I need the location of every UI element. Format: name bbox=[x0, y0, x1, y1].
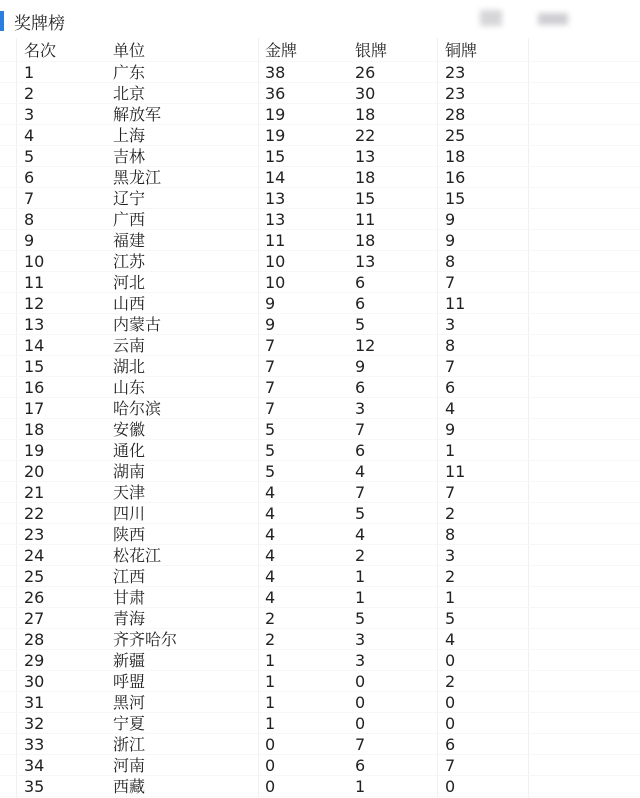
table-row bbox=[0, 377, 640, 398]
table-row bbox=[0, 713, 640, 734]
gold-cell: 4 bbox=[265, 546, 276, 565]
unit-cell: 呼盟 bbox=[113, 672, 146, 691]
silver-cell: 2 bbox=[355, 546, 366, 565]
rank-cell: 25 bbox=[24, 567, 45, 586]
bronze-cell: 3 bbox=[445, 315, 456, 334]
bronze-cell: 16 bbox=[445, 168, 466, 187]
bronze-cell: 6 bbox=[445, 735, 456, 754]
gold-cell: 10 bbox=[265, 252, 286, 271]
silver-cell: 6 bbox=[355, 378, 366, 397]
rank-cell: 10 bbox=[24, 252, 45, 271]
gold-cell: 5 bbox=[265, 420, 276, 439]
rank-cell: 20 bbox=[24, 462, 45, 481]
silver-cell: 9 bbox=[355, 357, 366, 376]
table-row bbox=[0, 62, 640, 83]
silver-cell: 6 bbox=[355, 294, 366, 313]
rank-cell: 23 bbox=[24, 525, 45, 544]
header-bronze: 铜牌 bbox=[445, 41, 478, 60]
bronze-cell: 11 bbox=[445, 462, 466, 481]
bronze-cell: 11 bbox=[445, 294, 466, 313]
unit-cell: 浙江 bbox=[113, 735, 146, 754]
gold-cell: 36 bbox=[265, 84, 286, 103]
rank-cell: 21 bbox=[24, 483, 45, 502]
bronze-cell: 18 bbox=[445, 147, 466, 166]
gold-cell: 1 bbox=[265, 693, 276, 712]
silver-cell: 3 bbox=[355, 651, 366, 670]
unit-cell: 宁夏 bbox=[113, 714, 146, 733]
rank-cell: 29 bbox=[24, 651, 45, 670]
unit-cell: 湖北 bbox=[113, 357, 146, 376]
gold-cell: 0 bbox=[265, 756, 276, 775]
medal-table bbox=[0, 40, 640, 797]
gold-cell: 7 bbox=[265, 336, 276, 355]
bronze-cell: 7 bbox=[445, 756, 456, 775]
unit-cell: 云南 bbox=[113, 336, 146, 355]
silver-cell: 3 bbox=[355, 630, 366, 649]
silver-cell: 0 bbox=[355, 693, 366, 712]
gold-cell: 15 bbox=[265, 147, 286, 166]
rank-cell: 32 bbox=[24, 714, 45, 733]
rank-cell: 30 bbox=[24, 672, 45, 691]
silver-cell: 7 bbox=[355, 420, 366, 439]
unit-cell: 西藏 bbox=[113, 777, 146, 796]
bronze-cell: 8 bbox=[445, 525, 456, 544]
bronze-cell: 15 bbox=[445, 189, 466, 208]
table-row bbox=[0, 482, 640, 503]
table-row bbox=[0, 566, 640, 587]
rank-cell: 6 bbox=[24, 168, 35, 187]
bronze-cell: 25 bbox=[445, 126, 466, 145]
table-row bbox=[0, 146, 640, 167]
rank-cell: 7 bbox=[24, 189, 35, 208]
rank-cell: 35 bbox=[24, 777, 45, 796]
bronze-cell: 28 bbox=[445, 105, 466, 124]
rank-cell: 13 bbox=[24, 315, 45, 334]
bronze-cell: 7 bbox=[445, 273, 456, 292]
silver-cell: 7 bbox=[355, 483, 366, 502]
bronze-cell: 9 bbox=[445, 231, 456, 250]
silver-cell: 26 bbox=[355, 63, 376, 82]
table-row bbox=[0, 587, 640, 608]
table-row bbox=[0, 125, 640, 146]
silver-cell: 5 bbox=[355, 609, 366, 628]
table-row bbox=[0, 503, 640, 524]
table-row bbox=[0, 293, 640, 314]
table-row bbox=[0, 755, 640, 776]
page-title: 奖牌榜 bbox=[14, 14, 65, 34]
bronze-cell: 23 bbox=[445, 84, 466, 103]
table-row bbox=[0, 230, 640, 251]
gold-cell: 4 bbox=[265, 588, 276, 607]
table-row bbox=[0, 692, 640, 713]
unit-cell: 齐齐哈尔 bbox=[113, 630, 178, 649]
gold-cell: 0 bbox=[265, 777, 276, 796]
table-row bbox=[0, 251, 640, 272]
rank-cell: 22 bbox=[24, 504, 45, 523]
bronze-cell: 2 bbox=[445, 567, 456, 586]
unit-cell: 江苏 bbox=[113, 252, 146, 271]
gold-cell: 19 bbox=[265, 105, 286, 124]
gold-cell: 4 bbox=[265, 504, 276, 523]
silver-cell: 18 bbox=[355, 231, 376, 250]
unit-cell: 内蒙古 bbox=[113, 315, 162, 334]
unit-cell: 河北 bbox=[113, 273, 146, 292]
unit-cell: 北京 bbox=[113, 84, 146, 103]
bronze-cell: 7 bbox=[445, 357, 456, 376]
gold-cell: 2 bbox=[265, 630, 276, 649]
rank-cell: 31 bbox=[24, 693, 45, 712]
silver-cell: 1 bbox=[355, 588, 366, 607]
rank-cell: 5 bbox=[24, 147, 35, 166]
table-row bbox=[0, 83, 640, 104]
unit-cell: 四川 bbox=[113, 504, 146, 523]
table-body bbox=[0, 62, 640, 797]
unit-cell: 江西 bbox=[113, 567, 146, 586]
rank-cell: 24 bbox=[24, 546, 45, 565]
gold-cell: 10 bbox=[265, 273, 286, 292]
bronze-cell: 9 bbox=[445, 210, 456, 229]
gold-cell: 7 bbox=[265, 399, 276, 418]
table-row bbox=[0, 188, 640, 209]
silver-cell: 6 bbox=[355, 756, 366, 775]
unit-cell: 甘肃 bbox=[113, 588, 146, 607]
silver-cell: 12 bbox=[355, 336, 376, 355]
silver-cell: 1 bbox=[355, 777, 366, 796]
rank-cell: 28 bbox=[24, 630, 45, 649]
unit-cell: 安徽 bbox=[113, 420, 146, 439]
gold-cell: 7 bbox=[265, 357, 276, 376]
gold-cell: 11 bbox=[265, 231, 286, 250]
gold-cell: 7 bbox=[265, 378, 276, 397]
bronze-cell: 0 bbox=[445, 777, 456, 796]
bronze-cell: 0 bbox=[445, 651, 456, 670]
table-row bbox=[0, 671, 640, 692]
bronze-cell: 9 bbox=[445, 420, 456, 439]
header-rank: 名次 bbox=[24, 41, 57, 60]
silver-cell: 18 bbox=[355, 168, 376, 187]
rank-cell: 11 bbox=[24, 273, 45, 292]
unit-cell: 解放军 bbox=[113, 105, 162, 124]
gold-cell: 5 bbox=[265, 441, 276, 460]
unit-cell: 山西 bbox=[113, 294, 146, 313]
bronze-cell: 2 bbox=[445, 672, 456, 691]
table-row bbox=[0, 272, 640, 293]
bronze-cell: 0 bbox=[445, 714, 456, 733]
table-row bbox=[0, 104, 640, 125]
unit-cell: 松花江 bbox=[113, 546, 162, 565]
silver-cell: 3 bbox=[355, 399, 366, 418]
gold-cell: 9 bbox=[265, 294, 276, 313]
gold-cell: 38 bbox=[265, 63, 286, 82]
section-accent-bar bbox=[0, 11, 4, 31]
silver-cell: 5 bbox=[355, 504, 366, 523]
rank-cell: 17 bbox=[24, 399, 45, 418]
silver-cell: 11 bbox=[355, 210, 376, 229]
bronze-cell: 2 bbox=[445, 504, 456, 523]
silver-cell: 22 bbox=[355, 126, 376, 145]
unit-cell: 黑龙江 bbox=[113, 168, 162, 187]
rank-cell: 4 bbox=[24, 126, 35, 145]
bronze-cell: 6 bbox=[445, 378, 456, 397]
table-row bbox=[0, 314, 640, 335]
gold-cell: 14 bbox=[265, 168, 286, 187]
bronze-cell: 1 bbox=[445, 588, 456, 607]
gold-cell: 13 bbox=[265, 189, 286, 208]
unit-cell: 青海 bbox=[113, 609, 146, 628]
rank-cell: 1 bbox=[24, 63, 35, 82]
silver-cell: 13 bbox=[355, 252, 376, 271]
unit-cell: 广东 bbox=[113, 63, 146, 82]
unit-cell: 新疆 bbox=[113, 651, 146, 670]
table-row bbox=[0, 356, 640, 377]
rank-cell: 27 bbox=[24, 609, 45, 628]
gold-cell: 1 bbox=[265, 714, 276, 733]
silver-cell: 30 bbox=[355, 84, 376, 103]
gold-cell: 1 bbox=[265, 672, 276, 691]
table-row bbox=[0, 398, 640, 419]
silver-cell: 15 bbox=[355, 189, 376, 208]
unit-cell: 黑河 bbox=[113, 693, 146, 712]
table-row bbox=[0, 440, 640, 461]
rank-cell: 18 bbox=[24, 420, 45, 439]
rank-cell: 9 bbox=[24, 231, 35, 250]
rank-cell: 33 bbox=[24, 735, 45, 754]
unit-cell: 湖南 bbox=[113, 462, 146, 481]
table-row bbox=[0, 419, 640, 440]
table-row bbox=[0, 524, 640, 545]
gold-cell: 13 bbox=[265, 210, 286, 229]
unit-cell: 通化 bbox=[113, 441, 146, 460]
silver-cell: 4 bbox=[355, 525, 366, 544]
bronze-cell: 3 bbox=[445, 546, 456, 565]
silver-cell: 1 bbox=[355, 567, 366, 586]
gold-cell: 4 bbox=[265, 525, 276, 544]
rank-cell: 15 bbox=[24, 357, 45, 376]
silver-cell: 7 bbox=[355, 735, 366, 754]
rank-cell: 3 bbox=[24, 105, 35, 124]
silver-cell: 18 bbox=[355, 105, 376, 124]
unit-cell: 吉林 bbox=[113, 147, 146, 166]
gold-cell: 1 bbox=[265, 651, 276, 670]
table-row bbox=[0, 335, 640, 356]
header-silver: 银牌 bbox=[355, 41, 388, 60]
unit-cell: 广西 bbox=[113, 210, 146, 229]
bronze-cell: 4 bbox=[445, 399, 456, 418]
bronze-cell: 8 bbox=[445, 252, 456, 271]
table-row bbox=[0, 209, 640, 230]
table-row bbox=[0, 167, 640, 188]
table-header bbox=[0, 40, 640, 62]
silver-cell: 6 bbox=[355, 441, 366, 460]
blurred-image bbox=[480, 10, 502, 26]
silver-cell: 5 bbox=[355, 315, 366, 334]
bronze-cell: 23 bbox=[445, 63, 466, 82]
unit-cell: 福建 bbox=[113, 231, 146, 250]
silver-cell: 6 bbox=[355, 273, 366, 292]
rank-cell: 14 bbox=[24, 336, 45, 355]
gold-cell: 5 bbox=[265, 462, 276, 481]
bronze-cell: 5 bbox=[445, 609, 456, 628]
rank-cell: 26 bbox=[24, 588, 45, 607]
rank-cell: 12 bbox=[24, 294, 45, 313]
unit-cell: 上海 bbox=[113, 126, 146, 145]
silver-cell: 4 bbox=[355, 462, 366, 481]
rank-cell: 16 bbox=[24, 378, 45, 397]
bronze-cell: 1 bbox=[445, 441, 456, 460]
bronze-cell: 0 bbox=[445, 693, 456, 712]
gold-cell: 19 bbox=[265, 126, 286, 145]
unit-cell: 陕西 bbox=[113, 525, 146, 544]
table-row bbox=[0, 461, 640, 482]
gold-cell: 4 bbox=[265, 483, 276, 502]
silver-cell: 13 bbox=[355, 147, 376, 166]
unit-cell: 河南 bbox=[113, 756, 146, 775]
bronze-cell: 8 bbox=[445, 336, 456, 355]
table-row bbox=[0, 650, 640, 671]
table-row bbox=[0, 629, 640, 650]
blurred-image bbox=[538, 13, 568, 25]
rank-cell: 34 bbox=[24, 756, 45, 775]
unit-cell: 辽宁 bbox=[113, 189, 146, 208]
table-row bbox=[0, 608, 640, 629]
gold-cell: 2 bbox=[265, 609, 276, 628]
rank-cell: 8 bbox=[24, 210, 35, 229]
silver-cell: 0 bbox=[355, 714, 366, 733]
header-gold: 金牌 bbox=[265, 41, 298, 60]
gold-cell: 4 bbox=[265, 567, 276, 586]
gold-cell: 0 bbox=[265, 735, 276, 754]
silver-cell: 0 bbox=[355, 672, 366, 691]
rank-cell: 19 bbox=[24, 441, 45, 460]
gold-cell: 9 bbox=[265, 315, 276, 334]
unit-cell: 天津 bbox=[113, 483, 146, 502]
rank-cell: 2 bbox=[24, 84, 35, 103]
unit-cell: 山东 bbox=[113, 378, 146, 397]
table-row bbox=[0, 734, 640, 755]
bronze-cell: 7 bbox=[445, 483, 456, 502]
unit-cell: 哈尔滨 bbox=[113, 399, 162, 418]
table-row bbox=[0, 545, 640, 566]
bronze-cell: 4 bbox=[445, 630, 456, 649]
table-row bbox=[0, 776, 640, 797]
header-unit: 单位 bbox=[113, 41, 146, 60]
